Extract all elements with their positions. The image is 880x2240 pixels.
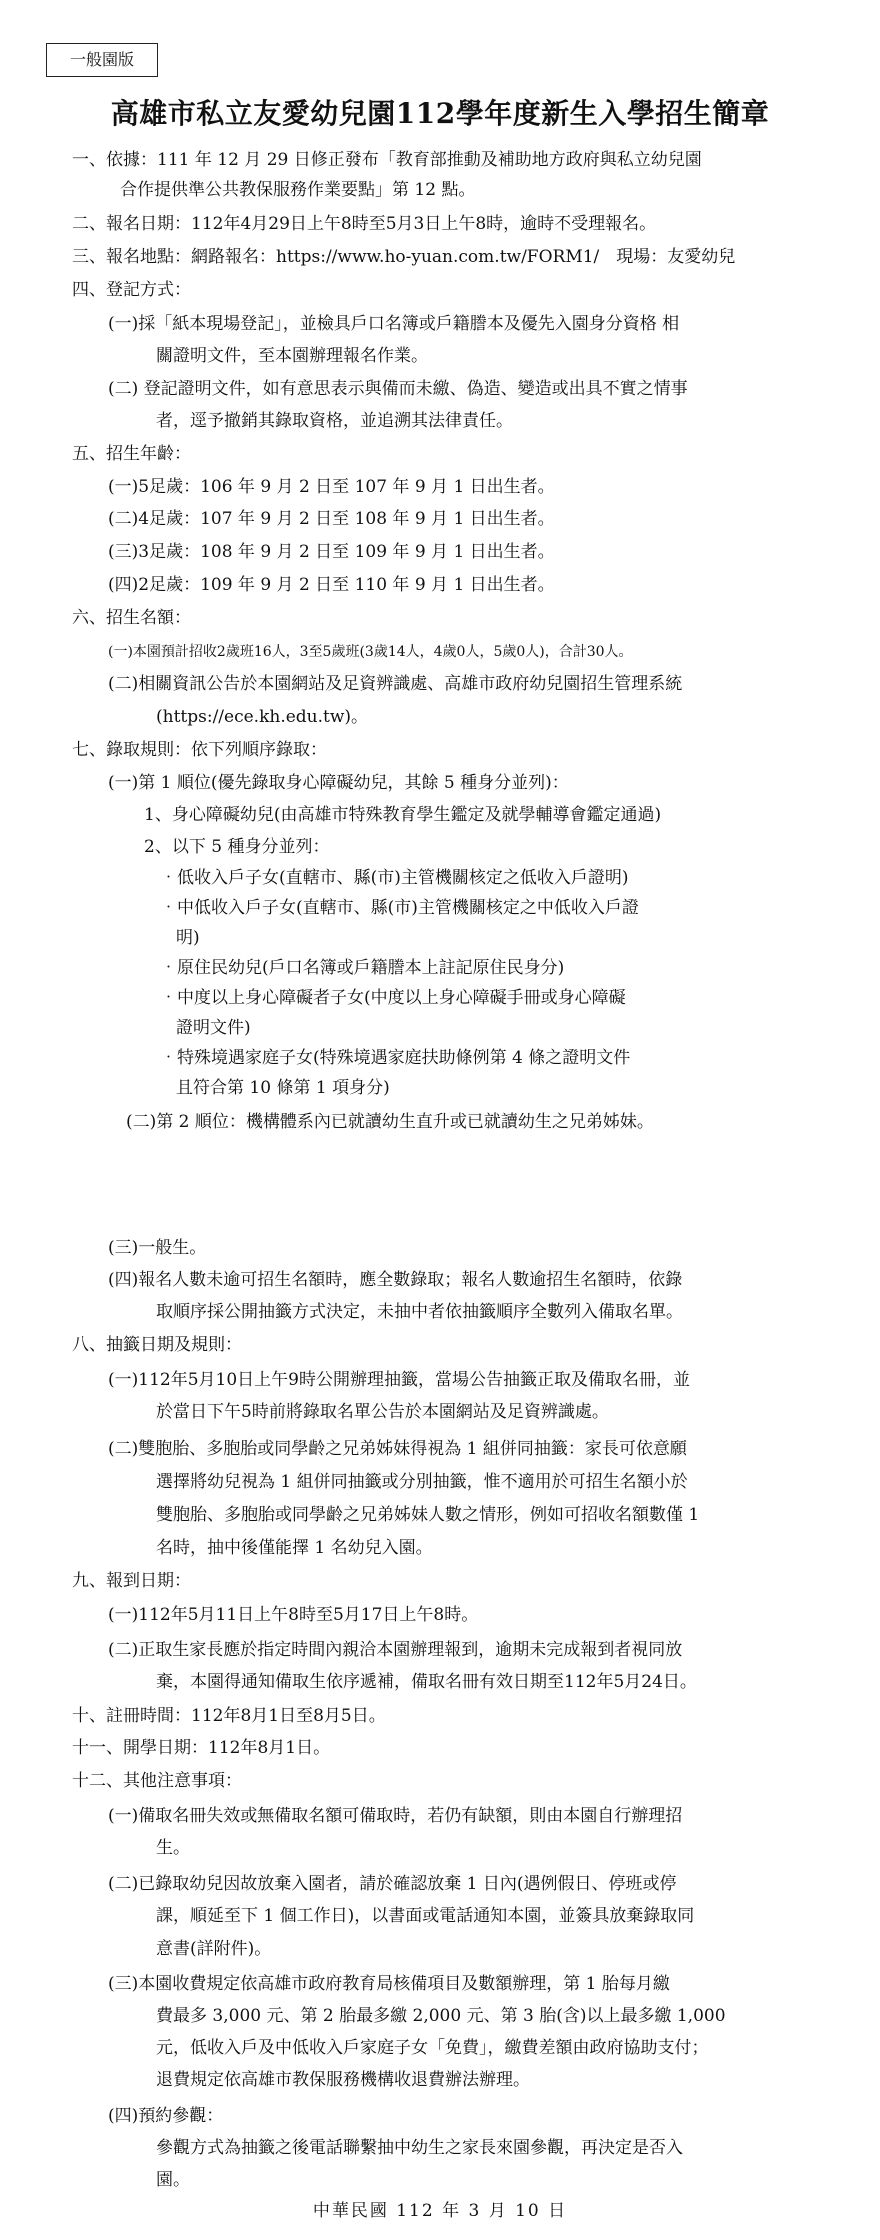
text-line: (二)正取生家長應於指定時間內親洽本園辦理報到，逾期未完成報到者視同放 — [108, 1640, 683, 1660]
text-line: 三、報名地點：網路報名：https://www.ho-yuan.com.tw/FORM1/ 現場：友愛幼兒 — [72, 247, 736, 267]
text-line: 意書(詳附件)。 — [156, 1939, 272, 1959]
text-line: 五、招生年齡： — [72, 444, 191, 464]
document-title: 高雄市私立友愛幼兒園112學年度新生入學招生簡章 — [110, 97, 770, 130]
text-line: 十二、其他注意事項： — [72, 1771, 242, 1791]
text-line: 四、登記方式： — [72, 280, 191, 300]
text-line: 費最多 3,000 元、第 2 胎最多繳 2,000 元、第 3 胎(含)以上最多繳 1,000 — [156, 2006, 726, 2026]
text-line: (一)112年5月10日上午9時公開辦理抽籤，當場公告抽籤正取及備取名冊，並 — [108, 1370, 690, 1390]
text-line: (三)3足歲：108 年 9 月 2 日至 109 年 9 月 1 日出生者。 — [108, 542, 555, 562]
text-line: 生。 — [156, 1838, 190, 1858]
text-line: (三)本園收費規定依高雄市政府教育局核備項目及數額辦理，第 1 胎每月繳 — [108, 1974, 670, 1994]
text-line: (二)相關資訊公告於本園網站及足資辨識處、高雄市政府幼兒園招生管理系統 — [108, 674, 683, 694]
text-line: 園。 — [156, 2170, 190, 2190]
text-line: 關證明文件，至本園辦理報名作業。 — [156, 346, 428, 366]
text-line: (二)4足歲：107 年 9 月 2 日至 108 年 9 月 1 日出生者。 — [108, 509, 555, 529]
text-line: (一)採「紙本現場登記」，並檢具戶口名簿或戶籍謄本及優先入園身分資格 相 — [108, 314, 680, 334]
text-line: 棄，本園得通知備取生依序遞補，備取名冊有效日期至112年5月24日。 — [156, 1672, 697, 1692]
text-line: 六、招生名額： — [72, 608, 191, 628]
text-line: 明) — [176, 928, 200, 948]
text-line: 且符合第 10 條第 1 項身分) — [176, 1078, 390, 1098]
text-line: 九、報到日期： — [72, 1571, 191, 1591]
text-line: 於當日下午5時前將錄取名單公告於本園網站及足資辨識處。 — [156, 1402, 609, 1422]
text-line: (二) 登記證明文件，如有意思表示與備而未繳、偽造、變造或出具不實之情事 — [108, 379, 688, 399]
text-line: (一)備取名冊失效或無備取名額可備取時，若仍有缺額，則由本園自行辦理招 — [108, 1806, 683, 1826]
text-line: (二)第 2 順位：機構體系內已就讀幼生直升或已就讀幼生之兄弟姊妹。 — [126, 1112, 654, 1132]
text-line: ‧特殊境遇家庭子女(特殊境遇家庭扶助條例第 4 條之證明文件 — [160, 1048, 631, 1068]
edition-badge: 一般園版 — [46, 43, 158, 77]
text-line: 八、抽籤日期及規則： — [72, 1335, 242, 1355]
text-line: 二、報名日期：112年4月29日上午8時至5月3日上午8時，逾時不受理報名。 — [72, 214, 657, 234]
text-line: (二)已錄取幼兒因故放棄入園者，請於確認放棄 1 日內(遇例假日、停班或停 — [108, 1874, 677, 1894]
text-line: 參觀方式為抽籤之後電話聯繫抽中幼生之家長來園參觀，再決定是否入 — [156, 2138, 683, 2158]
text-line: (三)一般生。 — [108, 1238, 207, 1258]
text-line: (一)112年5月11日上午8時至5月17日上午8時。 — [108, 1605, 479, 1625]
text-line: (https://ece.kh.edu.tw)。 — [156, 707, 369, 727]
text-line: 十一、開學日期：112年8月1日。 — [72, 1738, 331, 1758]
text-line: 1、身心障礙幼兒(由高雄市特殊教育學生鑑定及就學輔導會鑑定通過) — [144, 805, 662, 825]
text-line: 十、註冊時間：112年8月1日至8月5日。 — [72, 1706, 386, 1726]
text-line: (一)5足歲：106 年 9 月 2 日至 107 年 9 月 1 日出生者。 — [108, 477, 555, 497]
text-line: 名時，抽中後僅能擇 1 名幼兒入園。 — [156, 1538, 433, 1558]
text-line: 證明文件) — [176, 1018, 251, 1038]
text-line: 選擇將幼兒視為 1 組併同抽籤或分別抽籤，惟不適用於可招生名額小於 — [156, 1472, 688, 1492]
text-line: 者，逕予撤銷其錄取資格，並追溯其法律責任。 — [156, 411, 513, 431]
text-line: 七、錄取規則：依下列順序錄取： — [72, 740, 327, 760]
text-line: (四)預約參觀： — [108, 2106, 224, 2126]
document-date: 中華民國 112 年 3 月 10 日 — [312, 2201, 568, 2221]
text-line: (一)第 1 順位(優先錄取身心障礙幼兒，其餘 5 種身分並列)： — [108, 773, 569, 793]
text-line: (四)報名人數未逾可招生名額時，應全數錄取；報名人數逾招生名額時，依錄 — [108, 1270, 683, 1290]
text-line: ‧低收入戶子女(直轄市、縣(市)主管機關核定之低收入戶證明) — [160, 868, 629, 888]
text-line: 一、依據：111 年 12 月 29 日修正發布「教育部推動及補助地方政府與私立幼兒園 — [72, 150, 702, 170]
text-line: 合作提供準公共教保服務作業要點」第 12 點。 — [120, 180, 476, 200]
text-line: ‧中度以上身心障礙者子女(中度以上身心障礙手冊或身心障礙 — [160, 988, 626, 1008]
text-line: ‧中低收入戶子女(直轄市、縣(市)主管機關核定之中低收入戶證 — [160, 898, 639, 918]
text-line: (四)2足歲：109 年 9 月 2 日至 110 年 9 月 1 日出生者。 — [108, 575, 555, 595]
text-line: 課，順延至下 1 個工作日)，以書面或電話通知本園，並簽具放棄錄取同 — [156, 1906, 695, 1926]
text-line: 雙胞胎、多胞胎或同學齡之兄弟姊妹人數之情形，例如可招收名額數僅 1 — [156, 1505, 700, 1525]
text-line: ‧原住民幼兒(戶口名簿或戶籍謄本上註記原住民身分) — [160, 958, 565, 978]
text-line: (二)雙胞胎、多胞胎或同學齡之兄弟姊妹得視為 1 組併同抽籤：家長可依意願 — [108, 1439, 687, 1459]
text-line: 元，低收入戶及中低收入戶家庭子女「免費」，繳費差額由政府協助支付； — [156, 2038, 709, 2058]
text-line: (一)本園預計招收2歲班16人，3至5歲班(3歲14人，4歲0人，5歲0人)，合計30人。 — [108, 644, 633, 660]
text-line: 取順序採公開抽籤方式決定，未抽中者依抽籤順序全數列入備取名單。 — [156, 1302, 683, 1322]
text-line: 2、以下 5 種身分並列： — [144, 837, 330, 857]
text-line: 退費規定依高雄市教保服務機構收退費辦法辦理。 — [156, 2070, 530, 2090]
